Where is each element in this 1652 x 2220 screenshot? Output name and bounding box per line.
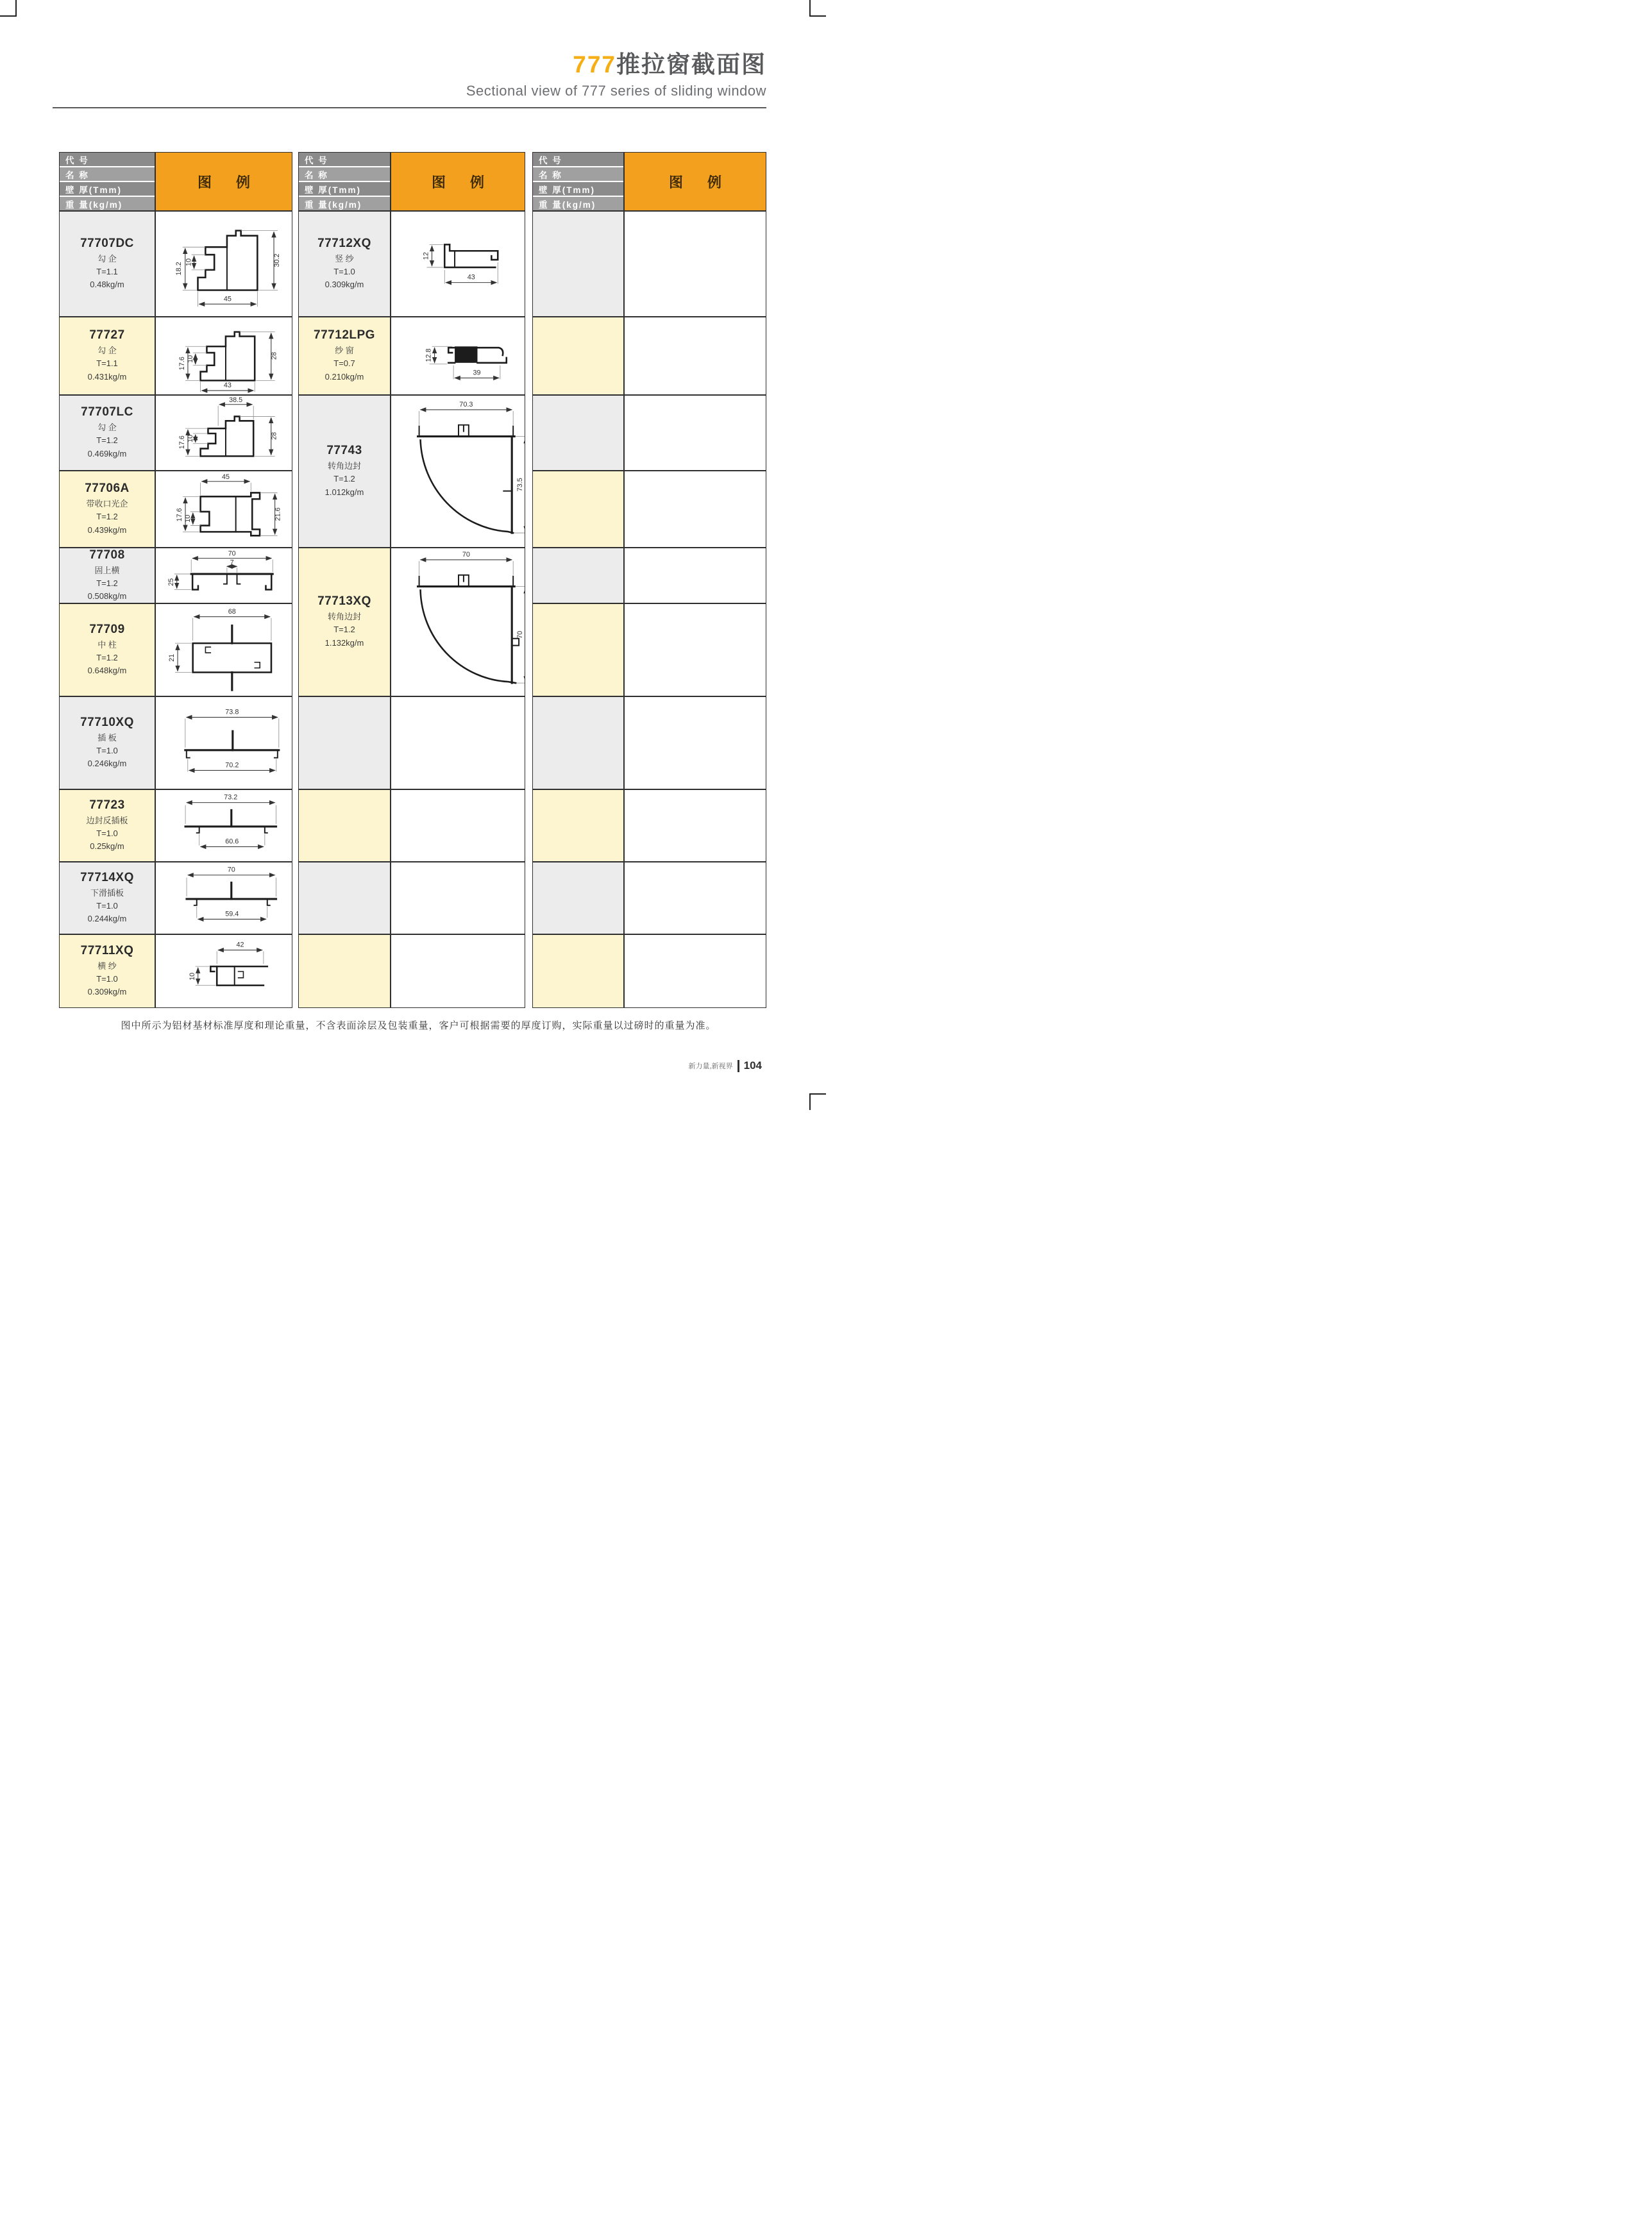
profile-thickness: T=0.7: [333, 358, 355, 369]
profile-name: 竖 纱: [335, 253, 354, 264]
empty-row-label: [298, 789, 391, 862]
svg-text:43: 43: [467, 273, 475, 282]
svg-text:18.2: 18.2: [174, 262, 183, 276]
header-thickness-label: 壁 厚(Tmm): [533, 182, 623, 196]
profile-drawing-cell: [155, 548, 292, 603]
profile-drawing-cell: [155, 471, 292, 548]
profile-weight: 0.244kg/m: [87, 914, 127, 924]
profile-weight: 0.508kg/m: [87, 591, 127, 601]
svg-text:21: 21: [168, 653, 176, 662]
crop-mark-bottom-right-icon: [809, 1093, 826, 1110]
svg-text:28: 28: [270, 351, 278, 360]
svg-text:70: 70: [227, 866, 235, 874]
svg-text:10: 10: [185, 258, 193, 267]
profile-code: 77723: [89, 798, 125, 812]
page-number: 104: [743, 1059, 762, 1072]
profile-code: 77743: [326, 444, 362, 458]
profile-name: 边封反插板: [86, 815, 128, 825]
header-thickness-label: 壁 厚(Tmm): [299, 182, 390, 196]
section-drawing-top-rail: [156, 548, 292, 603]
svg-text:10: 10: [186, 434, 194, 442]
table-row-label: [298, 317, 391, 395]
profile-name: 横 纱: [97, 961, 117, 971]
profile-name: 带收口光企: [86, 499, 128, 509]
profile-weight: 1.012kg/m: [324, 487, 364, 497]
header-weight-label: 重 量(kg/m): [533, 197, 623, 210]
svg-text:42: 42: [236, 941, 244, 949]
profile-name: 勾 企: [97, 253, 117, 264]
empty-drawing-cell: [624, 934, 766, 1008]
profile-drawing-cell: [155, 211, 292, 317]
empty-row-label: [532, 603, 624, 696]
profile-table-right: [532, 152, 766, 1008]
header-name-label: 名 称: [60, 167, 155, 181]
profile-thickness: T=1.0: [96, 973, 118, 984]
profile-drawing-cell: [391, 395, 525, 548]
table-row-label: [59, 934, 155, 1008]
svg-text:21.6: 21.6: [274, 507, 282, 521]
header-code-label: 代 号: [299, 153, 390, 166]
section-drawing-center-post: [156, 604, 292, 696]
table-row-label: [298, 395, 391, 548]
empty-row-label: [298, 862, 391, 934]
profile-drawing-cell: [155, 934, 292, 1008]
profile-name: 纱 窗: [335, 346, 354, 356]
svg-text:12: 12: [422, 252, 430, 260]
profile-drawing-cell: [391, 211, 525, 317]
profile-code: 77707LC: [81, 405, 133, 419]
empty-row-label: [532, 789, 624, 862]
section-drawing-corner-seal: [391, 396, 525, 547]
series-number: 777: [573, 51, 616, 78]
table-header-labels: [532, 152, 624, 211]
empty-row-label: [298, 696, 391, 789]
table-row-label: [59, 789, 155, 862]
profile-drawing-cell: [155, 789, 292, 862]
profile-thickness: T=1.1: [96, 358, 118, 369]
profile-drawing-cell: [155, 395, 292, 471]
empty-row-label: [532, 471, 624, 548]
profile-weight: 0.431kg/m: [87, 371, 127, 382]
page-footer: [689, 1059, 762, 1072]
profile-name: 转角边封: [327, 461, 361, 471]
empty-drawing-cell: [624, 211, 766, 317]
profile-table-middle: [298, 152, 525, 1008]
profile-name: 勾 企: [97, 346, 117, 356]
table-row-label: [298, 548, 391, 696]
empty-row-label: [532, 548, 624, 603]
section-drawing-corner-seal: [391, 548, 525, 696]
svg-text:73.5: 73.5: [516, 478, 525, 492]
svg-text:70: 70: [462, 550, 470, 559]
svg-text:30.2: 30.2: [273, 253, 281, 267]
empty-drawing-cell: [391, 696, 525, 789]
empty-drawing-cell: [624, 548, 766, 603]
section-drawing-hook: [156, 317, 292, 394]
section-drawing-insert-plate: [156, 790, 292, 861]
empty-row-label: [532, 862, 624, 934]
profile-thickness: T=1.2: [333, 625, 355, 635]
profile-thickness: T=1.0: [333, 266, 355, 276]
profile-thickness: T=1.0: [96, 900, 118, 911]
profile-weight: 0.48kg/m: [90, 280, 124, 290]
table-row-label: [59, 862, 155, 934]
profile-code: 77708: [89, 548, 125, 562]
profile-thickness: T=1.2: [96, 512, 118, 522]
svg-text:7: 7: [230, 559, 234, 567]
profile-name: 中 柱: [97, 639, 117, 650]
profile-name: 勾 企: [97, 423, 117, 433]
empty-row-label: [532, 317, 624, 395]
svg-text:70.3: 70.3: [459, 400, 473, 408]
table-row-label: [59, 548, 155, 603]
profile-code: 77707DC: [80, 236, 134, 250]
profile-code: 77714XQ: [80, 870, 134, 884]
legend-header: 图 例: [155, 152, 292, 211]
svg-text:17.6: 17.6: [178, 435, 187, 450]
profile-weight: 0.439kg/m: [87, 525, 127, 535]
svg-text:59.4: 59.4: [225, 910, 239, 918]
profile-code: 77712LPG: [314, 328, 375, 342]
empty-drawing-cell: [624, 862, 766, 934]
profile-code: 77727: [89, 328, 125, 342]
header-thickness-label: 壁 厚(Tmm): [60, 182, 155, 196]
svg-text:73.2: 73.2: [224, 793, 238, 802]
section-drawing-hook: [156, 212, 292, 316]
profile-weight: 0.309kg/m: [324, 280, 364, 290]
empty-drawing-cell: [624, 789, 766, 862]
table-row-label: [59, 317, 155, 395]
profile-drawing-cell: [155, 862, 292, 934]
profile-code: 77706A: [85, 482, 130, 496]
profile-code: 77711XQ: [80, 943, 134, 957]
profile-table-left: [59, 152, 292, 1008]
brand-slogan: 新力量,新视界: [688, 1063, 733, 1070]
section-drawing-mullion: [156, 471, 292, 547]
profile-weight: 0.309kg/m: [87, 987, 127, 997]
crop-mark-top-left-icon: [0, 0, 17, 17]
profile-thickness: T=1.1: [96, 266, 118, 276]
empty-drawing-cell: [624, 603, 766, 696]
svg-text:17.6: 17.6: [176, 508, 184, 522]
legend-header: 图 例: [391, 152, 525, 211]
profile-drawing-cell: [155, 603, 292, 696]
profile-drawing-cell: [391, 317, 525, 395]
profile-weight: 1.132kg/m: [324, 637, 364, 648]
svg-text:45: 45: [223, 295, 232, 303]
section-drawing-hook: [156, 396, 292, 470]
profile-thickness: T=1.2: [96, 652, 118, 662]
header-name-label: 名 称: [533, 167, 623, 181]
empty-drawing-cell: [624, 395, 766, 471]
svg-text:25: 25: [167, 578, 175, 586]
profile-drawing-cell: [155, 696, 292, 789]
svg-text:60.6: 60.6: [225, 837, 239, 846]
profile-drawing-cell: [391, 548, 525, 696]
profile-code: 77709: [89, 622, 125, 636]
table-header-labels: [298, 152, 391, 211]
empty-drawing-cell: [624, 696, 766, 789]
page-title-block: [466, 53, 766, 99]
profile-code: 77710XQ: [80, 715, 134, 729]
svg-text:10: 10: [186, 355, 194, 363]
svg-text:10: 10: [188, 972, 196, 980]
section-drawing-insert-plate: [156, 697, 292, 789]
svg-text:28: 28: [270, 432, 278, 440]
section-drawing-screen-frame: [391, 317, 525, 394]
table-row-label: [59, 395, 155, 471]
profile-name: 插 板: [97, 732, 117, 743]
svg-text:10: 10: [183, 514, 192, 523]
title-divider: [53, 107, 766, 108]
profile-thickness: T=1.2: [96, 435, 118, 446]
empty-drawing-cell: [624, 317, 766, 395]
empty-row-label: [532, 934, 624, 1008]
legend-header: 图 例: [624, 152, 766, 211]
table-row-label: [59, 696, 155, 789]
svg-text:70.2: 70.2: [225, 761, 239, 769]
header-code-label: 代 号: [533, 153, 623, 166]
profile-code: 77713XQ: [317, 594, 371, 609]
svg-text:17.6: 17.6: [178, 357, 187, 371]
svg-text:43: 43: [223, 382, 232, 390]
page-number-divider: [738, 1060, 739, 1072]
profile-name: 固上横: [94, 565, 120, 575]
svg-text:45: 45: [221, 473, 230, 481]
svg-text:39: 39: [473, 369, 481, 377]
table-header-labels: [59, 152, 155, 211]
profile-name: 下滑插板: [90, 887, 124, 898]
section-drawing-screen-channel: [391, 212, 525, 316]
table-row-label: [59, 471, 155, 548]
empty-row-label: [298, 934, 391, 1008]
section-drawing-insert-plate: [156, 862, 292, 934]
profile-weight: 0.648kg/m: [87, 666, 127, 676]
empty-row-label: [532, 395, 624, 471]
profile-thickness: T=1.2: [333, 474, 355, 484]
profile-code: 77712XQ: [317, 236, 371, 250]
profile-drawing-cell: [155, 317, 292, 395]
header-name-label: 名 称: [299, 167, 390, 181]
footer-note: 图中所示为铝材基材标准厚度和理论重量，不含表面涂层及包装重量，客户可根据需要的厚度订购，实际重量以过磅时的重量为准。: [121, 1020, 716, 1031]
profile-weight: 0.210kg/m: [324, 371, 364, 382]
empty-drawing-cell: [624, 471, 766, 548]
svg-text:38.5: 38.5: [229, 396, 243, 404]
table-row-label: [298, 211, 391, 317]
empty-row-label: [532, 696, 624, 789]
empty-drawing-cell: [391, 789, 525, 862]
profile-weight: 0.469kg/m: [87, 448, 127, 458]
empty-row-label: [532, 211, 624, 317]
svg-text:73.8: 73.8: [225, 708, 239, 716]
table-row-label: [59, 211, 155, 317]
page-title: 777推拉窗截面图: [573, 51, 766, 78]
profile-name: 转角边封: [327, 612, 361, 622]
svg-text:70: 70: [228, 550, 236, 558]
catalog-page: [0, 0, 826, 1110]
profile-thickness: T=1.2: [96, 578, 118, 588]
svg-text:12.8: 12.8: [425, 348, 433, 362]
empty-drawing-cell: [391, 862, 525, 934]
page-subtitle: Sectional view of 777 series of sliding window: [466, 82, 766, 99]
empty-drawing-cell: [391, 934, 525, 1008]
svg-text:68: 68: [228, 607, 236, 616]
section-drawing-screen-rail: [156, 935, 292, 1007]
header-weight-label: 重 量(kg/m): [299, 197, 390, 210]
header-weight-label: 重 量(kg/m): [60, 197, 155, 210]
profile-thickness: T=1.0: [96, 745, 118, 755]
profile-thickness: T=1.0: [96, 828, 118, 838]
crop-mark-top-right-icon: [809, 0, 826, 17]
svg-text:70: 70: [516, 630, 525, 639]
profile-weight: 0.246kg/m: [87, 759, 127, 769]
header-code-label: 代 号: [60, 153, 155, 166]
profile-weight: 0.25kg/m: [90, 841, 124, 852]
table-row-label: [59, 603, 155, 696]
